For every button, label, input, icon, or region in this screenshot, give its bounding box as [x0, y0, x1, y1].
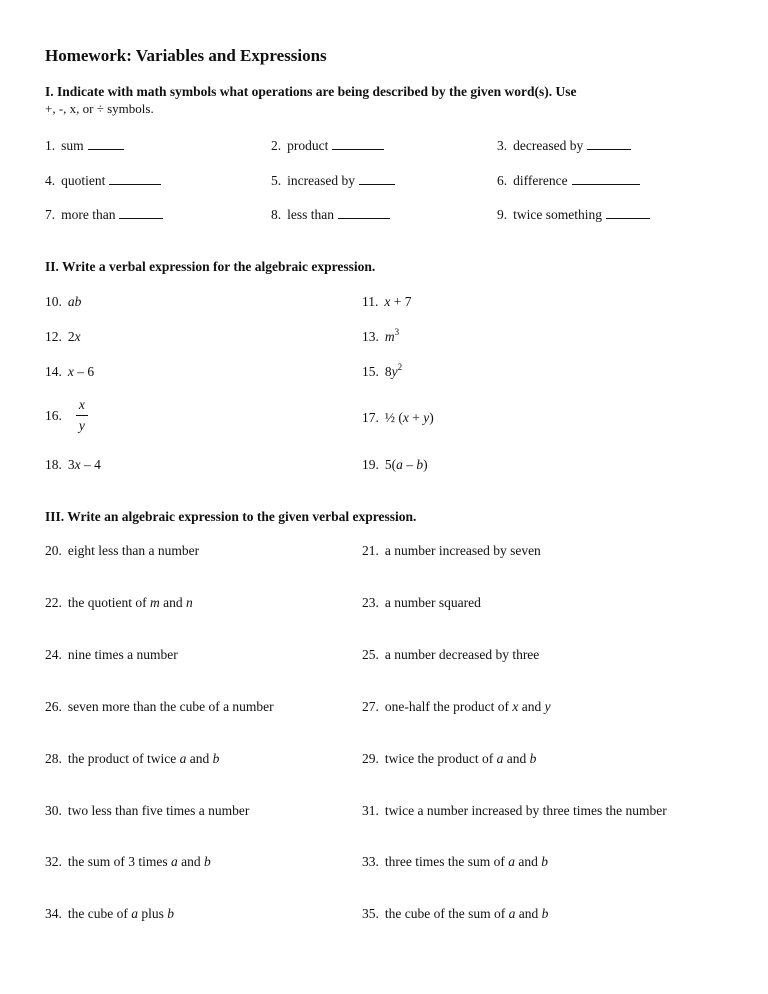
question-text: less than	[287, 207, 334, 222]
question-text: eight less than a number	[67, 543, 200, 558]
answer-blank[interactable]	[109, 174, 161, 185]
question-26	[45, 699, 274, 715]
question-text: decreased by	[513, 138, 584, 153]
question-18	[45, 457, 101, 473]
question-number: 3.	[497, 138, 508, 153]
question-25	[362, 647, 539, 663]
question-text: the sum of 3 times	[67, 854, 171, 869]
question-text: nine times a number	[67, 647, 178, 662]
expression-variable: x	[74, 457, 81, 472]
page-title: Homework: Variables and Expressions	[45, 46, 327, 65]
expression-variable: b	[416, 457, 424, 472]
question-number: 35.	[362, 906, 379, 921]
question-text: twice something	[513, 207, 602, 222]
question-text: and	[503, 751, 530, 766]
section-3-heading: III. Write an algebraic expression to the given verbal expression.	[45, 509, 417, 524]
expression-rest: + 7	[390, 294, 412, 309]
question-3	[497, 138, 631, 154]
question-33	[362, 854, 548, 870]
variable: a	[171, 854, 178, 869]
question-number: 31.	[362, 803, 379, 818]
question-text: and	[518, 699, 545, 714]
section-1-heading: I. Indicate with math symbols what operations are being described by the given word(s). Use	[45, 84, 577, 99]
expression-part: )	[429, 410, 434, 425]
expression-variable: y	[423, 410, 430, 425]
question-21	[362, 543, 541, 559]
question-text: the cube of the sum of	[384, 906, 509, 921]
section-1-subline: +, -, x, or ÷ symbols.	[45, 101, 154, 116]
variable: a	[179, 751, 187, 766]
question-2	[271, 138, 384, 154]
question-text: and	[159, 595, 186, 610]
variable: b	[204, 854, 211, 869]
expression-coefficient: 8	[384, 364, 392, 379]
variable: b	[212, 751, 220, 766]
question-number: 22.	[45, 595, 62, 610]
answer-blank[interactable]	[572, 174, 640, 185]
question-text: and	[514, 854, 542, 869]
question-number: 28.	[45, 751, 62, 766]
question-number: 8.	[271, 207, 282, 222]
question-number: 5.	[271, 173, 282, 188]
question-text: a number decreased by three	[384, 647, 540, 662]
question-27	[362, 699, 551, 715]
expression: ab	[67, 294, 82, 309]
expression-variable: y	[391, 364, 398, 379]
expression-variable: x	[67, 364, 74, 379]
expression-part: +	[408, 410, 424, 425]
variable: b	[167, 906, 174, 921]
question-35	[362, 906, 548, 922]
answer-blank[interactable]	[88, 139, 124, 150]
expression-part: 5(	[384, 457, 397, 472]
question-7	[45, 207, 163, 223]
question-text: the cube of	[67, 906, 132, 921]
question-number: 7.	[45, 207, 56, 222]
question-number: 27.	[362, 699, 379, 714]
question-text: a number increased by seven	[384, 543, 541, 558]
exponent: 3	[394, 327, 400, 337]
question-text: plus	[137, 906, 168, 921]
question-17	[362, 410, 434, 426]
variable: b	[529, 751, 537, 766]
question-text: the quotient of	[67, 595, 150, 610]
question-number: 30.	[45, 803, 62, 818]
question-20	[45, 543, 199, 559]
question-number: 15.	[362, 364, 379, 379]
question-text: more than	[61, 207, 116, 222]
expression-variable: x	[74, 329, 81, 344]
question-number: 10.	[45, 294, 62, 309]
question-number: 23.	[362, 595, 379, 610]
question-number: 2.	[271, 138, 282, 153]
question-number: 4.	[45, 173, 56, 188]
fraction	[76, 397, 88, 434]
question-23	[362, 595, 481, 611]
question-text: twice the product of	[384, 751, 497, 766]
expression-variable: x	[402, 410, 409, 425]
question-text: sum	[61, 138, 84, 153]
answer-blank[interactable]	[332, 139, 384, 150]
variable: b	[541, 906, 549, 921]
answer-blank[interactable]	[338, 208, 390, 219]
question-text: product	[287, 138, 329, 153]
question-number: 33.	[362, 854, 379, 869]
question-number: 6.	[497, 173, 508, 188]
question-34	[45, 906, 174, 922]
question-number: 13.	[362, 329, 379, 344]
question-5	[271, 173, 395, 189]
question-text: a number squared	[384, 595, 481, 610]
variable: y	[544, 699, 551, 714]
denominator: y	[78, 418, 85, 433]
question-text: two less than five times a number	[67, 803, 250, 818]
variable: m	[149, 595, 160, 610]
question-number: 9.	[497, 207, 508, 222]
question-1	[45, 138, 124, 154]
question-8	[271, 207, 390, 223]
variable: a	[508, 906, 516, 921]
expression-variable: x	[384, 294, 391, 309]
expression-part: )	[423, 457, 428, 472]
question-text: difference	[513, 173, 568, 188]
expression-variable: a	[396, 457, 403, 472]
question-text: three times the sum of	[384, 854, 509, 869]
variable: a	[131, 906, 138, 921]
question-number: 16.	[45, 407, 62, 423]
expression-coefficient: 3	[67, 457, 75, 472]
question-30	[45, 803, 249, 819]
expression-rest: – 6	[73, 364, 95, 379]
question-number: 11.	[362, 294, 379, 309]
exponent: 2	[397, 362, 403, 372]
question-11	[362, 294, 412, 310]
question-text: twice a number increased by three times the number	[384, 803, 667, 818]
question-number: 1.	[45, 138, 56, 153]
question-number: 20.	[45, 543, 62, 558]
fraction-bar	[76, 415, 88, 416]
question-10	[45, 294, 81, 310]
expression-part: ½ (	[384, 410, 403, 425]
question-number: 24.	[45, 647, 62, 662]
question-number: 12.	[45, 329, 62, 344]
question-text: and	[177, 854, 204, 869]
question-number: 34.	[45, 906, 62, 921]
question-32	[45, 854, 211, 870]
expression-rest: – 4	[80, 457, 101, 472]
variable: a	[508, 854, 515, 869]
question-14	[45, 364, 94, 380]
question-text: and	[515, 906, 542, 921]
question-6	[497, 173, 640, 189]
question-24	[45, 647, 178, 663]
question-number: 32.	[45, 854, 62, 869]
question-text: increased by	[287, 173, 355, 188]
question-15	[362, 364, 402, 380]
question-number: 19.	[362, 457, 379, 472]
expression-part: –	[402, 457, 417, 472]
answer-blank[interactable]	[587, 139, 631, 150]
question-31	[362, 803, 667, 819]
question-text: and	[186, 751, 213, 766]
section-2-heading: II. Write a verbal expression for the algebraic expression.	[45, 259, 376, 274]
question-29	[362, 751, 536, 767]
question-4	[45, 173, 161, 189]
question-number: 25.	[362, 647, 379, 662]
question-number: 26.	[45, 699, 62, 714]
answer-blank[interactable]	[119, 208, 163, 219]
question-22	[45, 595, 193, 611]
question-number: 21.	[362, 543, 379, 558]
question-text: one-half the product of	[384, 699, 513, 714]
question-12	[45, 329, 81, 345]
variable: x	[512, 699, 519, 714]
question-13	[362, 329, 399, 345]
variable: b	[541, 854, 548, 869]
answer-blank[interactable]	[359, 174, 395, 185]
question-16	[45, 397, 88, 434]
question-number: 18.	[45, 457, 62, 472]
variable: n	[185, 595, 193, 610]
expression-coefficient: 2	[67, 329, 75, 344]
question-number: 14.	[45, 364, 62, 379]
question-number: 17.	[362, 410, 379, 425]
numerator: x	[78, 397, 85, 412]
question-28	[45, 751, 219, 767]
question-text: seven more than the cube of a number	[67, 699, 274, 714]
question-text: the product of twice	[67, 751, 180, 766]
question-number: 29.	[362, 751, 379, 766]
variable: a	[496, 751, 504, 766]
answer-blank[interactable]	[606, 208, 650, 219]
expression-variable: m	[384, 329, 395, 344]
question-text: quotient	[61, 173, 106, 188]
question-9	[497, 207, 650, 223]
question-19	[362, 457, 428, 473]
